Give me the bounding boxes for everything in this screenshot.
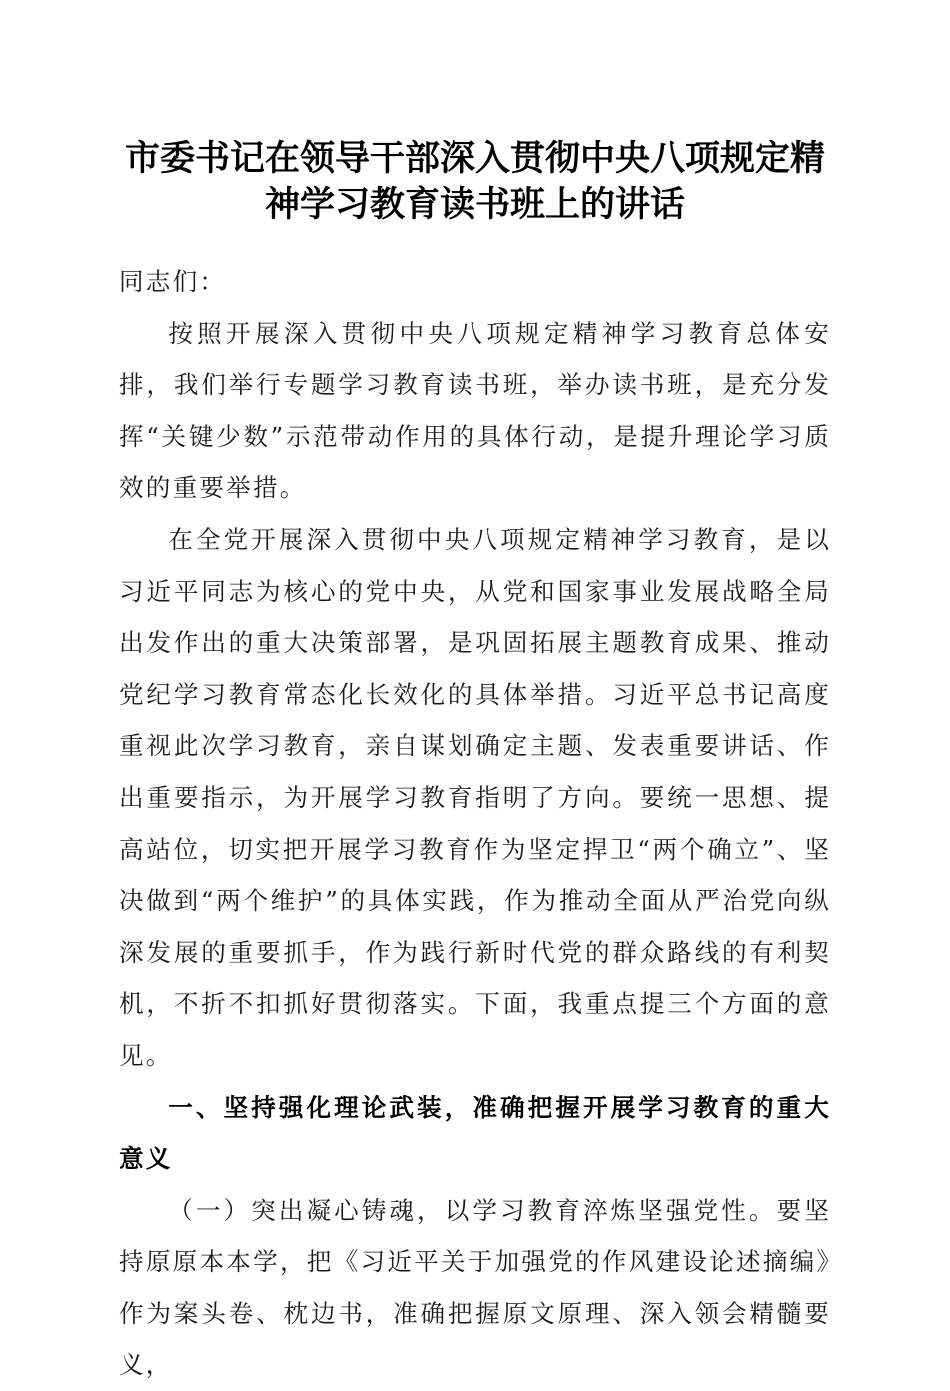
document-body (119, 256, 831, 1391)
title-line-1: 市委书记在领导干部深入贯彻中央八项规定精 (124, 138, 825, 179)
paragraph-background: 在全党开展深入贯彻中央八项规定精神学习教育，是以习近平同志为核心的党中央，从党和国家事业发展战略全局出发作出的重大决策部署，是巩固拓展主题教育成果、推动党纪学习教育常态化长效化的具体举措。习近平总书记高度重视此次学习教育，亲自谋划确定主题、发表重要讲话、作出重要指示，为开展学习教育指明了方向。要统一思想、提高站位，切实把开展学习教育作为坚定捍卫“两个确立”、坚决做到“两个维护”的具体实践，作为推动全面从严治党向纵深发展的重要抓手，作为践行新时代党的群众路线的有利契机，不折不扣抓好贯彻落实。下面，我重点提三个方面的意见。 (119, 524, 831, 1070)
subsection-1-1: （一）突出凝心铸魂，以学习教育淬炼坚强党性。要坚持原原本本学，把《习近平关于加强党的作风建设论述摘编》作为案头卷、枕边书，准确把握原文原理、深入领会精髓要义， (119, 1195, 831, 1380)
section-heading-1: 一、坚持强化理论武装，准确把握开展学习教育的重大意义 (119, 1092, 831, 1174)
salutation: 同志们： (119, 267, 227, 296)
title-line-2: 神学习教育读书班上的讲话 (264, 184, 685, 225)
document-title (110, 136, 840, 228)
paragraph-intro: 按照开展深入贯彻中央八项规定精神学习教育总体安排，我们举行专题学习教育读书班，举办读书班，是充分发挥“关键少数”示范带动作用的具体行动，是提升理论学习质效的重要举措。 (119, 318, 831, 503)
